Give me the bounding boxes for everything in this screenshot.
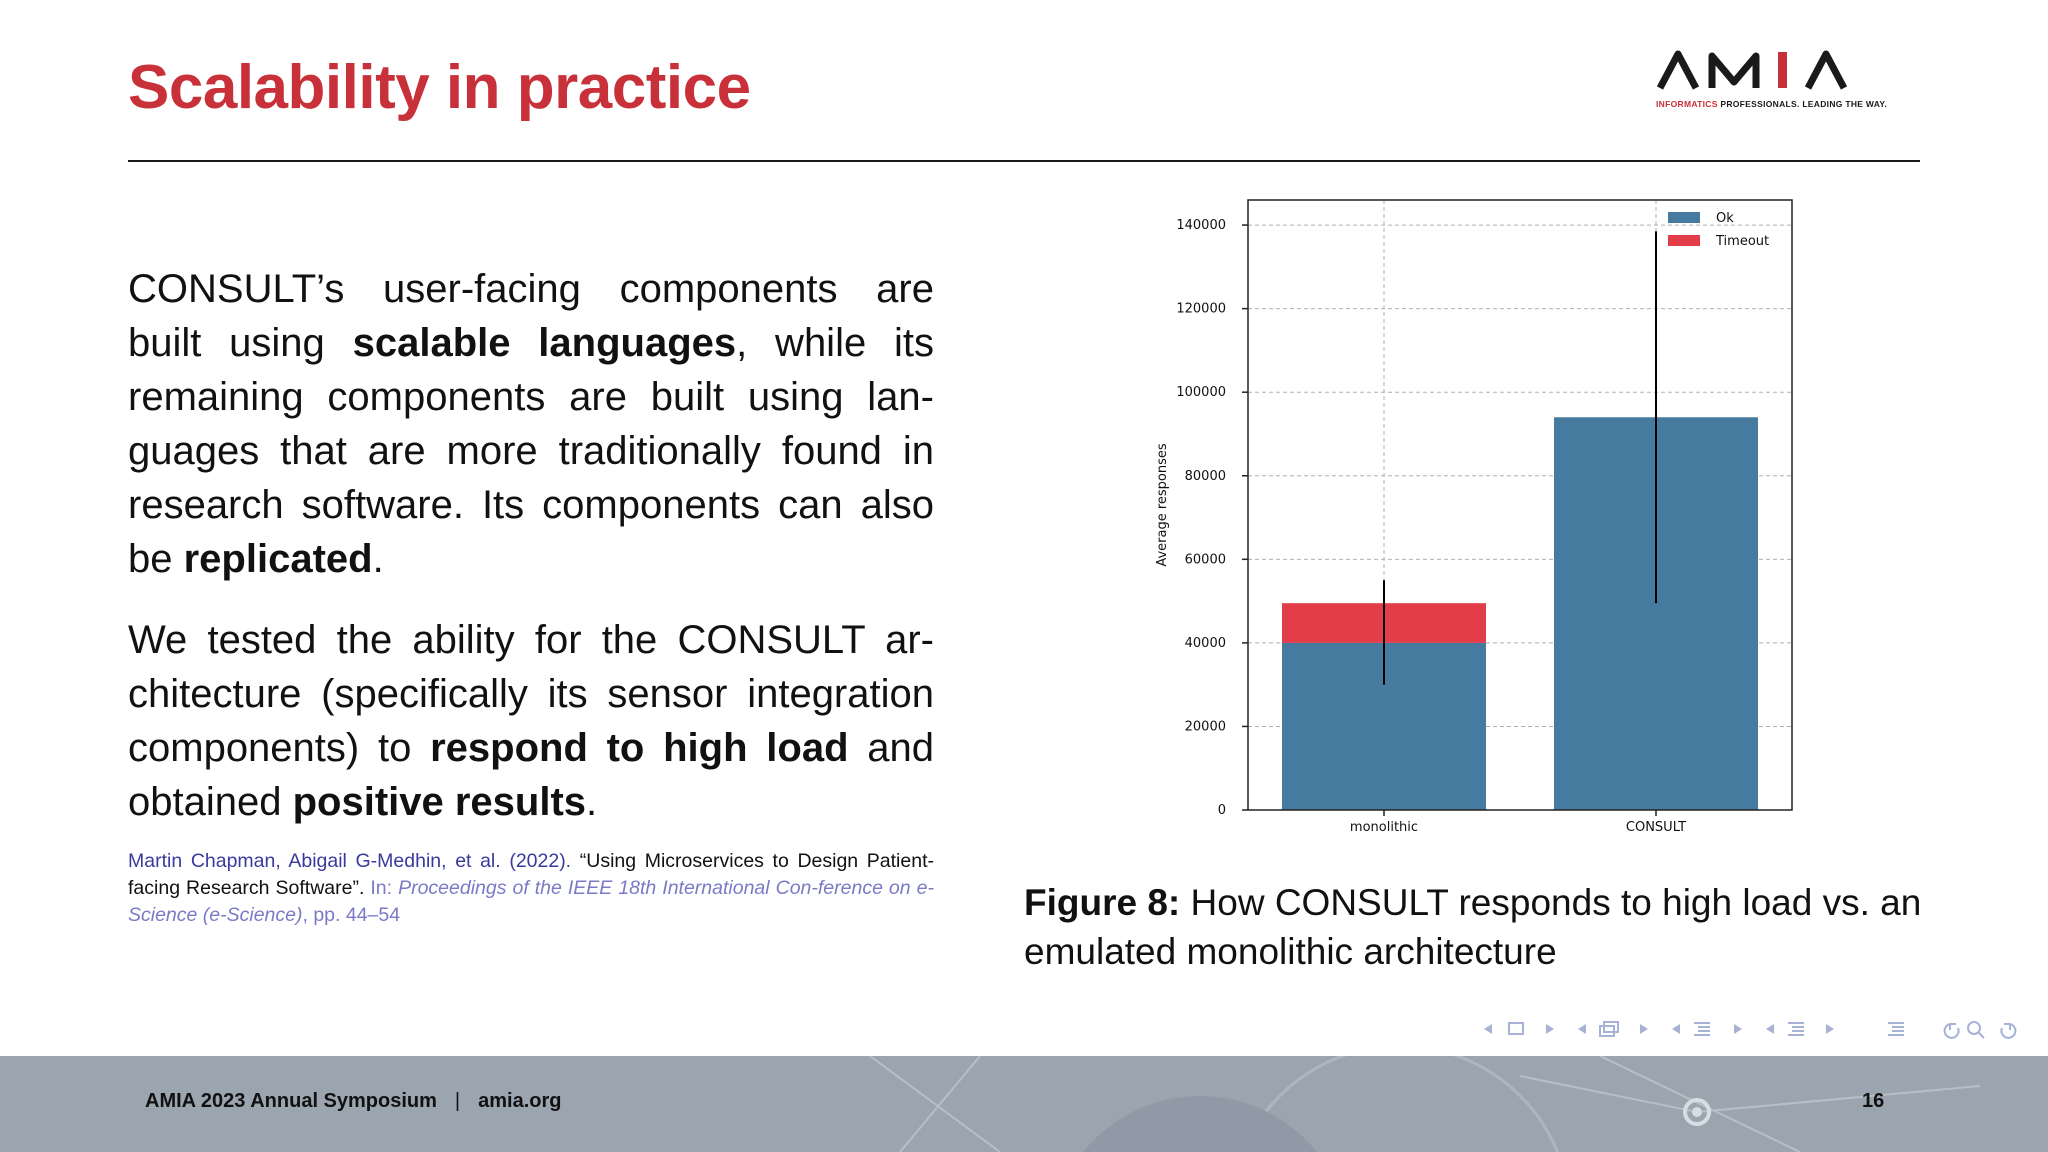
menu-icon[interactable]: [1888, 1023, 1904, 1035]
slide-navigation: [1474, 1016, 2034, 1042]
frame-icon[interactable]: [1509, 1023, 1523, 1034]
undo-icon[interactable]: [1945, 1024, 1959, 1038]
amia-wordmark: [1656, 48, 1906, 92]
search-icon[interactable]: [1968, 1022, 1984, 1038]
section-icon[interactable]: [1694, 1023, 1710, 1035]
section-nav[interactable]: [1672, 1023, 1742, 1035]
footer-event: AMIA 2023 Annual Symposium: [145, 1090, 437, 1112]
legend-swatch-timeout: [1668, 235, 1700, 246]
y-tick-label: 120000: [1176, 301, 1226, 317]
footer-event-info: [145, 1090, 561, 1113]
footer-site-link[interactable]: amia.org: [478, 1090, 562, 1112]
slide-footer: [0, 1056, 2048, 1152]
y-tick-label: 80000: [1184, 468, 1226, 484]
subsection-icon[interactable]: [1600, 1022, 1618, 1036]
subsection-nav[interactable]: [1578, 1022, 1648, 1036]
figure-caption: Figure 8: How CONSULT responds to high load vs. an emulated monolithic architecture: [1024, 882, 1922, 972]
frame-nav[interactable]: [1484, 1023, 1554, 1034]
arrow-right-icon[interactable]: [1546, 1024, 1554, 1034]
chart-legend: [1668, 211, 1769, 249]
section-icon[interactable]: [1788, 1023, 1804, 1035]
y-tick-label: 100000: [1176, 385, 1226, 401]
x-tick-label: CONSULT: [1625, 820, 1687, 835]
legend-swatch-ok: [1668, 212, 1700, 223]
arrow-left-icon[interactable]: [1484, 1024, 1492, 1034]
y-tick-label: 0: [1217, 803, 1226, 818]
arrow-right-icon[interactable]: [1640, 1024, 1648, 1034]
arrow-left-icon[interactable]: [1578, 1024, 1586, 1034]
body-paragraph-2: We tested the ability for the CONSULT ar-chitecture (specifically its sensor integration components) to respond to high load and obtained positive results.: [128, 618, 934, 824]
legend-label-ok: Ok: [1716, 211, 1734, 226]
redo-icon[interactable]: [2001, 1024, 2015, 1038]
y-tick-label: 40000: [1184, 635, 1226, 651]
y-tick-label: 20000: [1184, 719, 1226, 735]
slide-title: Scalability in practice: [128, 53, 751, 122]
legend-label-timeout: Timeout: [1716, 234, 1770, 249]
arrow-left-icon[interactable]: [1766, 1024, 1774, 1034]
amia-tagline: INFORMATICS PROFESSIONALS. LEADING THE WAY.: [1656, 99, 1888, 109]
page-number: 16: [1862, 1090, 1885, 1112]
responses-bar-chart: [1140, 190, 1800, 840]
footer-separator: |: [454, 1090, 461, 1112]
arrow-right-icon[interactable]: [1826, 1024, 1834, 1034]
citation-authors-link[interactable]: Martin Chapman, Abigail G-Medhin, et al. (2022).: [128, 850, 572, 872]
y-tick-label: 60000: [1184, 552, 1226, 568]
document-nav[interactable]: [1766, 1023, 1834, 1035]
arrow-right-icon[interactable]: [1734, 1024, 1742, 1034]
arrow-left-icon[interactable]: [1672, 1024, 1680, 1034]
y-axis-label: Average responses: [1155, 443, 1170, 567]
y-tick-label: 140000: [1176, 218, 1226, 234]
amia-logo: [1652, 44, 1908, 114]
body-paragraph-1: CONSULT’s user-facing components are built using scalable languages, while its remaining components are built using lan-guages that are more traditionally found in research software. Its components can also be replicated.: [128, 267, 935, 581]
citation: Martin Chapman, Abigail G-Medhin, et al. (2022). “Using Microservices to Design Patient-facing Research Software”. In: Proceedings of the IEEE 18th International Con-ference on e-Science (e-Science), pp. 44–54: [128, 850, 934, 926]
title-divider: [128, 160, 1920, 162]
x-tick-label: monolithic: [1349, 820, 1419, 835]
